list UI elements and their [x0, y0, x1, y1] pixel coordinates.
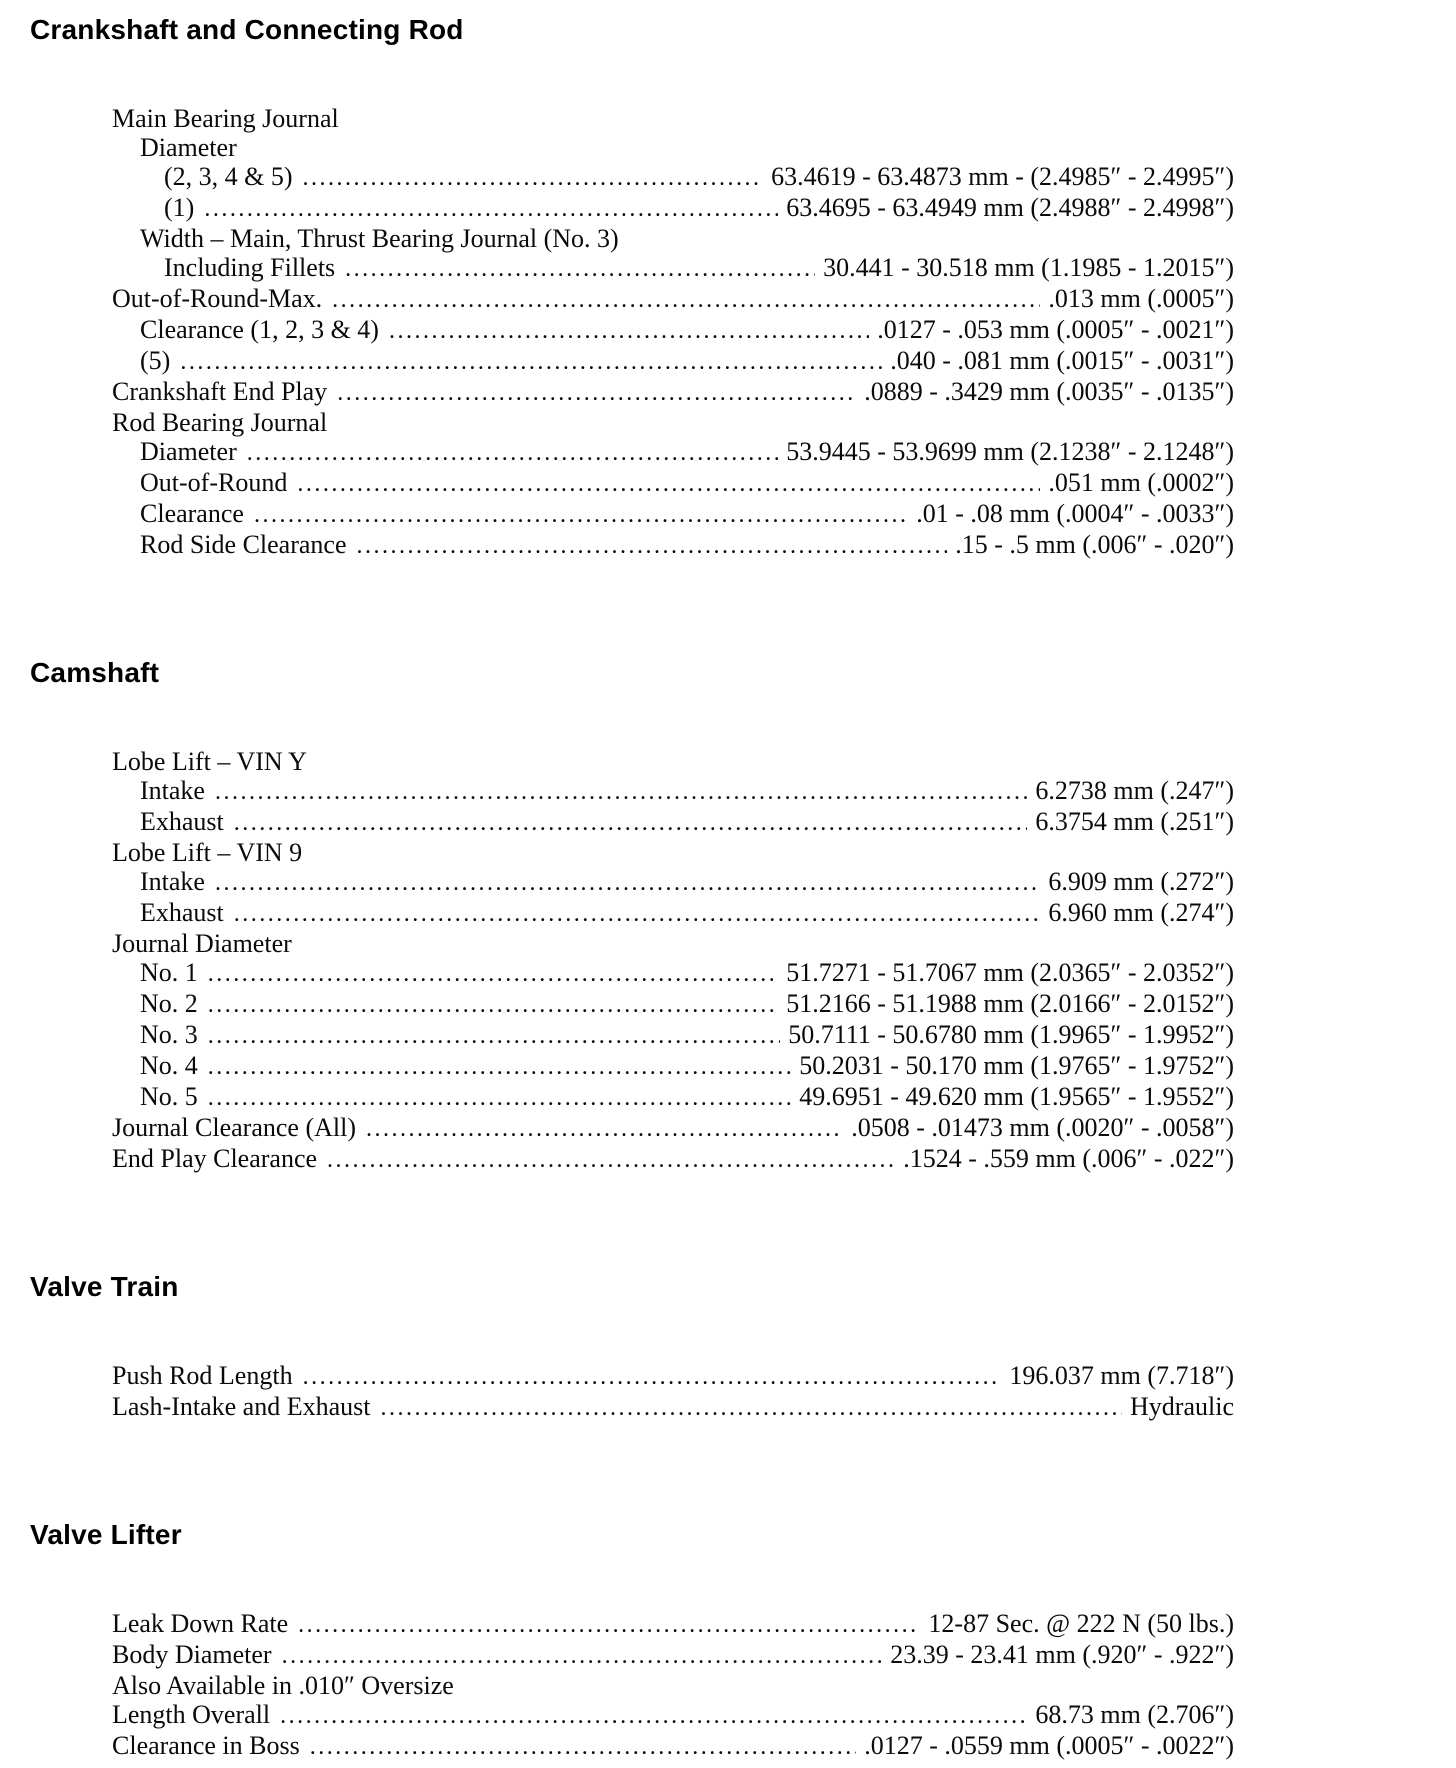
dot-leader [310, 1731, 857, 1762]
spec-label: (1) [164, 193, 195, 222]
section-camshaft [30, 657, 1456, 1175]
spec-row [112, 315, 1234, 346]
spec-row [112, 1020, 1234, 1051]
spec-row [112, 1731, 1234, 1762]
spec-label: End Play Clearance [112, 1144, 318, 1173]
spec-label: Body Diameter [112, 1640, 272, 1669]
spec-row [112, 499, 1234, 530]
spec-label: Intake [140, 867, 205, 896]
section-rows [112, 1609, 1234, 1762]
spec-value: .15 - .5 mm (.006″ - .020″) [955, 530, 1234, 559]
spec-value: .0508 - .01473 mm (.0020″ - .0058″) [851, 1113, 1234, 1142]
dot-leader [345, 253, 815, 284]
spec-label: Lobe Lift – VIN 9 [112, 838, 303, 867]
spec-label: No. 4 [140, 1051, 198, 1080]
spec-value: .1524 - .559 mm (.006″ - .022″) [903, 1144, 1234, 1173]
spec-label: Out-of-Round [140, 468, 288, 497]
spec-row [112, 1361, 1234, 1392]
spec-label: Exhaust [140, 807, 224, 836]
section-rows [112, 104, 1234, 561]
spec-row [112, 284, 1234, 315]
spec-label: Also Available in .010″ Oversize [112, 1671, 454, 1700]
spec-row [112, 1082, 1234, 1113]
dot-leader [180, 346, 882, 377]
spec-row [112, 867, 1234, 898]
spec-label: (5) [140, 346, 171, 375]
spec-row [112, 1144, 1234, 1175]
spec-label: Lash-Intake and Exhaust [112, 1392, 371, 1421]
dot-leader [303, 1361, 1002, 1392]
spec-row [112, 377, 1234, 408]
spec-value: .01 - .08 mm (.0004″ - .0033″) [916, 499, 1234, 528]
spec-row [112, 133, 1234, 162]
spec-value: 68.73 mm (2.706″) [1035, 1700, 1234, 1729]
spec-value: 6.960 mm (.274″) [1048, 898, 1234, 927]
dot-leader [297, 468, 1040, 499]
spec-label: Out-of-Round-Max. [112, 284, 323, 313]
dot-leader [208, 1051, 791, 1082]
spec-row [112, 1671, 1234, 1700]
spec-value: .040 - .081 mm (.0015″ - .0031″) [890, 346, 1234, 375]
spec-row [112, 1113, 1234, 1144]
spec-value: .0889 - .3429 mm (.0035″ - .0135″) [864, 377, 1234, 406]
spec-value: 6.909 mm (.272″) [1048, 867, 1234, 896]
spec-label: Width – Main, Thrust Bearing Journal (No. 3) [140, 224, 619, 253]
dot-leader [208, 1082, 791, 1113]
dot-leader [282, 1640, 883, 1671]
spec-row [112, 1640, 1234, 1671]
spec-row [112, 408, 1234, 437]
spec-label: Rod Bearing Journal [112, 408, 328, 437]
dot-leader [247, 437, 779, 468]
spec-label: No. 1 [140, 958, 198, 987]
spec-label: No. 5 [140, 1082, 198, 1111]
spec-value: 51.7271 - 51.7067 mm (2.0365″ - 2.0352″) [786, 958, 1234, 987]
spec-row [112, 1051, 1234, 1082]
dot-leader [234, 898, 1041, 929]
dot-leader [332, 284, 1040, 315]
section-title: Crankshaft and Connecting Rod [30, 14, 464, 45]
spec-value: Hydraulic [1130, 1392, 1234, 1421]
dot-leader [357, 530, 948, 561]
spec-value: .0127 - .053 mm (.0005″ - .0021″) [877, 315, 1234, 344]
spec-label: Clearance in Boss [112, 1731, 300, 1760]
section-valve-train [30, 1271, 1456, 1423]
spec-label: Journal Diameter [112, 929, 292, 958]
section-rows [112, 747, 1234, 1175]
spec-label: Main Bearing Journal [112, 104, 339, 133]
dot-leader [303, 162, 764, 193]
dot-leader [280, 1700, 1027, 1731]
dot-leader [298, 1609, 920, 1640]
spec-value: 53.9445 - 53.9699 mm (2.1238″ - 2.1248″) [786, 437, 1234, 466]
section-title: Camshaft [30, 657, 160, 688]
spec-label: Crankshaft End Play [112, 377, 328, 406]
dot-leader [215, 867, 1040, 898]
spec-value: 63.4695 - 63.4949 mm (2.4988″ - 2.4998″) [786, 193, 1234, 222]
spec-row [112, 1700, 1234, 1731]
section-valve-lifter [30, 1519, 1456, 1762]
spec-label: Journal Clearance (All) [112, 1113, 357, 1142]
dot-leader [327, 1144, 895, 1175]
spec-value: 63.4619 - 63.4873 mm - (2.4985″ - 2.4995″) [771, 162, 1234, 191]
spec-row [112, 468, 1234, 499]
spec-value: 30.441 - 30.518 mm (1.1985 - 1.2015″) [823, 253, 1234, 282]
spec-value: 196.037 mm (7.718″) [1009, 1361, 1234, 1390]
dot-leader [366, 1113, 843, 1144]
spec-row [112, 838, 1234, 867]
spec-value: 6.2738 mm (.247″) [1035, 776, 1234, 805]
spec-value: 50.7111 - 50.6780 mm (1.9965″ - 1.9952″) [788, 1020, 1234, 1049]
dot-leader [234, 807, 1028, 838]
spec-label: (2, 3, 4 & 5) [164, 162, 293, 191]
spec-row [112, 193, 1234, 224]
spec-value: 23.39 - 23.41 mm (.920″ - .922″) [890, 1640, 1234, 1669]
spec-row [112, 1609, 1234, 1640]
spec-label: Rod Side Clearance [140, 530, 347, 559]
dot-leader [254, 499, 908, 530]
spec-label: Diameter [140, 437, 237, 466]
spec-label: Clearance (1, 2, 3 & 4) [140, 315, 379, 344]
spec-row [112, 807, 1234, 838]
spec-row [112, 346, 1234, 377]
spec-value: .013 mm (.0005″) [1048, 284, 1234, 313]
spec-value: 12-87 Sec. @ 222 N (50 lbs.) [928, 1609, 1234, 1638]
dot-leader [337, 377, 856, 408]
spec-label: No. 2 [140, 989, 198, 1018]
spec-label: Push Rod Length [112, 1361, 293, 1390]
spec-row [112, 747, 1234, 776]
spec-label: Intake [140, 776, 205, 805]
dot-leader [208, 1020, 780, 1051]
dot-leader [215, 776, 1027, 807]
dot-leader [208, 958, 778, 989]
dot-leader [380, 1392, 1122, 1423]
spec-row [112, 437, 1234, 468]
spec-value: 50.2031 - 50.170 mm (1.9765″ - 1.9752″) [799, 1051, 1234, 1080]
spec-row [112, 104, 1234, 133]
section-title: Valve Lifter [30, 1519, 182, 1550]
spec-label: Lobe Lift – VIN Y [112, 747, 307, 776]
spec-row [112, 1392, 1234, 1423]
spec-value: 51.2166 - 51.1988 mm (2.0166″ - 2.0152″) [786, 989, 1234, 1018]
spec-row [112, 530, 1234, 561]
spec-label: Leak Down Rate [112, 1609, 289, 1638]
spec-label: No. 3 [140, 1020, 198, 1049]
spec-row [112, 898, 1234, 929]
spec-row [112, 776, 1234, 807]
section-rows [112, 1361, 1234, 1423]
spec-value: .051 mm (.0002″) [1048, 468, 1234, 497]
spec-row [112, 224, 1234, 253]
dot-leader [204, 193, 778, 224]
section-crankshaft-and-connecting-rod [30, 14, 1456, 561]
spec-label: Diameter [140, 133, 237, 162]
spec-label: Clearance [140, 499, 244, 528]
spec-value: 6.3754 mm (.251″) [1035, 807, 1234, 836]
spec-row [112, 958, 1234, 989]
spec-label: Length Overall [112, 1700, 271, 1729]
spec-row [112, 929, 1234, 958]
spec-row [112, 253, 1234, 284]
spec-row [112, 162, 1234, 193]
spec-value: .0127 - .0559 mm (.0005″ - .0022″) [864, 1731, 1234, 1760]
dot-leader [389, 315, 869, 346]
spec-row [112, 989, 1234, 1020]
spec-value: 49.6951 - 49.620 mm (1.9565″ - 1.9552″) [799, 1082, 1234, 1111]
section-title: Valve Train [30, 1271, 179, 1302]
spec-label: Including Fillets [164, 253, 336, 282]
spec-label: Exhaust [140, 898, 224, 927]
dot-leader [208, 989, 778, 1020]
